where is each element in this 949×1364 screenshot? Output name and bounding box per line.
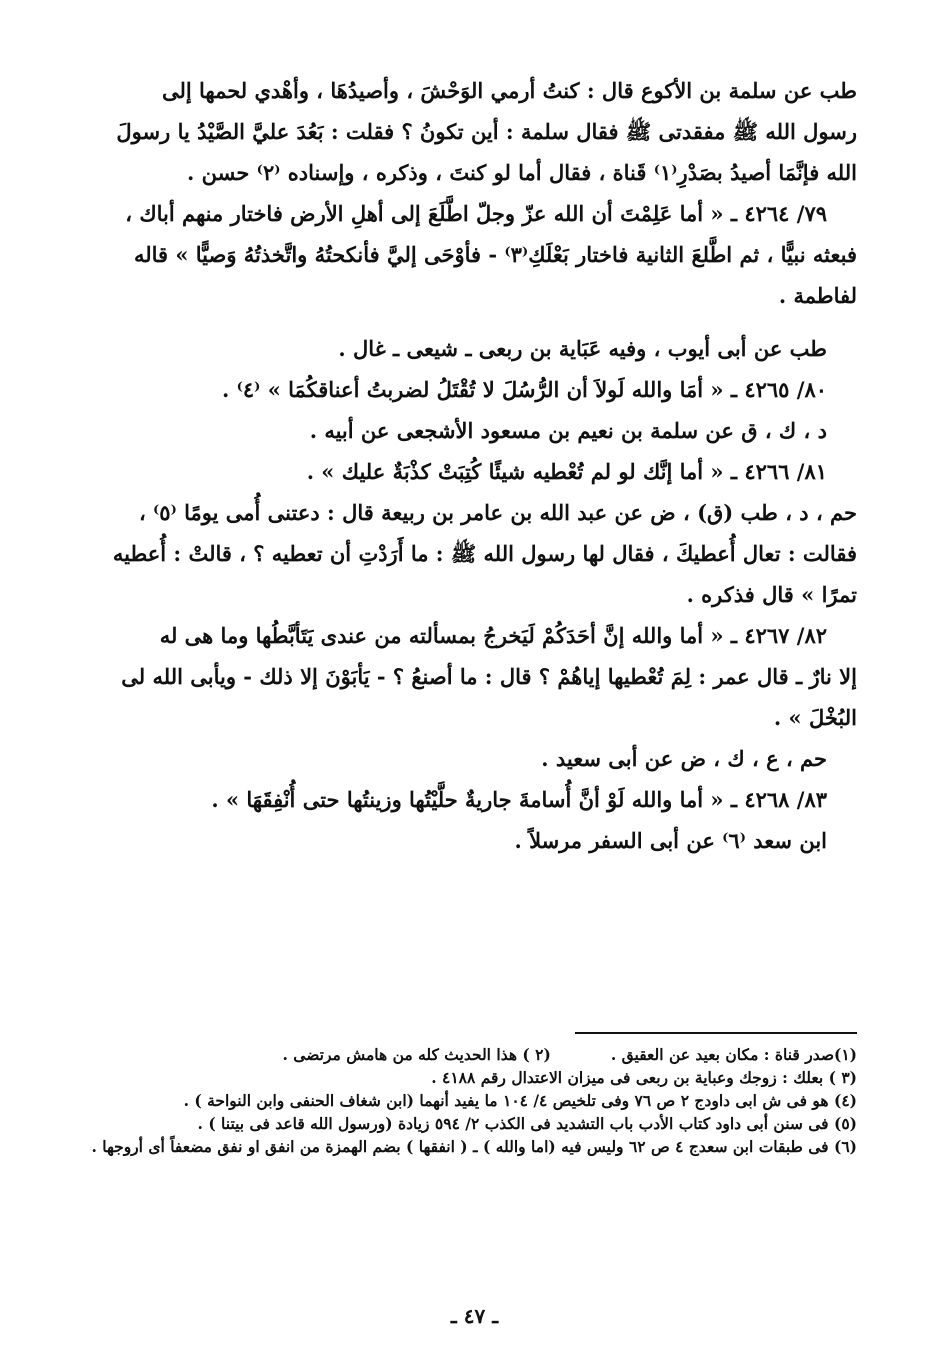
hadith-4265: ٨٠/ ٤٢٦٥ ـ « أمَا والله لَولاَ أن الرُّسُلَ لا تُقْتَلُ لضربتُ أعناقكُمَا » ⁽٤⁾ .: [221, 377, 827, 402]
source-line: حم ، د ، طب (ق) ، ض عن عبد الله بن عامر بن ربيعة قال : دعتنى أُمى يومًا ⁽٥⁾ ،: [138, 500, 857, 525]
text-line: لفاطمة .: [778, 283, 857, 308]
text-line: طب عن سلمة بن الأكوع قال : كنتُ أرمي الوَحْشَ ، وأصيدُهَا ، وأهْدي لحمها إلى: [161, 78, 857, 103]
footnote-4: (٤) هو فى ش ابى داودج ٢ ص ٧٦ وفى تلخيص ٤/ ١٠٤ ما يفيد أنهما (ابن شغاف الحنفى وابن النواحة ) .: [183, 1091, 857, 1110]
source-line: د ، ك ، ق عن سلمة بن نعيم بن مسعود الأشجعى عن أبيه .: [309, 418, 827, 443]
text-line: فبعثه نبيًّا ، ثم اطَّلعَ الثانية فاختار بَعْلَكِ⁽٣⁾ - فأوْحَى إليَّ فأنكحتُهُ واتَّخذتُهُ وَصيًّا » قاله: [133, 242, 857, 267]
footnote-separator: [575, 1032, 857, 1034]
hadith-4268: ٨٣/ ٤٢٦٨ ـ « أما والله لَوْ أنَّ أُسامةَ جاريةٌ حلَّيْتُها وزينتُها حتى أُنْفِقَهَا » .: [211, 787, 827, 812]
page-number: ـ ٤٧ ـ: [450, 1304, 499, 1328]
footnote-row: [90, 1043, 857, 1066]
hadith-4264: ٧٩/ ٤٢٦٤ ـ « أما عَلِمْتَ أن الله عزّ وجلّ اطَّلَعَ إلى أهلِ الأرض فاختار منهم أباك ،: [125, 201, 827, 226]
main-text: [88, 70, 857, 861]
source-line: طب عن أبى أيوب ، وفيه عَبَاية بن ربعى ـ شيعى ـ غال .: [338, 336, 827, 361]
text-line: الله فإنَّمَا أصيدُ بصَدْرِ⁽١⁾ قَناة ، فقال أما لو كنتَ ، وذكره ، وإسناده ⁽٢⁾ حسن .: [187, 160, 857, 185]
footnote-6: (٦) فى طبقات ابن سعدج ٤ ص ٦٢ وليس فيه (اما والله ) ـ ( انفقها ) بضم الهمزة من انفق او نفق مضعفاً أى أروجها .: [91, 1137, 857, 1156]
text-line: البُخْلَ » .: [773, 705, 857, 730]
footnote-3: (٣ ) بعلك : زوجك وعباية بن ربعى فى ميزان الاعتدال رقم ٤١٨٨ .: [431, 1068, 857, 1087]
text-line: رسول الله ﷺ مفقدتى ﷺ فقال سلمة : أين تكونُ ؟ فقلت : بَعُدَ عليَّ الصَّيْدُ يا رسولَ: [116, 119, 857, 144]
footnote-1: (١)صدر قناة : مكان بعيد عن العقيق .: [610, 1045, 857, 1064]
text-line: فقالت : تعال أُعطيكَ ، فقال لها رسول الله ﷺ : ما أَرَدْتِ أن تعطيه ؟ ، قالتْ : أُعطيه: [112, 541, 857, 566]
footnotes: [90, 1043, 857, 1158]
hadith-4267: ٨٢/ ٤٢٦٧ ـ « أما والله إنَّ أحَدَكُمْ لَيَخرجُ بمسألته من عندى يَتَأبَّطُها وما هى له: [159, 623, 827, 648]
footnote-2: (٢ ) هذا الحديث كله من هامش مرتضى .: [282, 1045, 551, 1064]
text-line: تمرًا » قال فذكره .: [686, 582, 857, 607]
source-line: ابن سعد ⁽٦⁾ عن أبى السفر مرسلاً .: [514, 828, 827, 853]
hadith-4266: ٨١/ ٤٢٦٦ ـ « أما إنَّك لو لم تُعْطيه شيئًا كُتِبَتْ كذْبَةٌ عليك » .: [306, 459, 827, 484]
source-line: حم ، ع ، ك ، ض عن أبى سعيد .: [541, 746, 827, 771]
footnote-5: (٥) فى سنن أبى داود كتاب الأدب باب التشديد فى الكذب ٢/ ٥٩٤ زيادة (ورسول الله قاعد فى بيتنا ) .: [197, 1114, 857, 1133]
text-line: إلا نارٌ ـ قال عمر : لِمَ تُعْطيها إياهُمْ ؟ قال : ما أصنعُ ؟ - يَأبَوْنَ إلا ذلك - ويأبى الله لى: [121, 664, 857, 689]
